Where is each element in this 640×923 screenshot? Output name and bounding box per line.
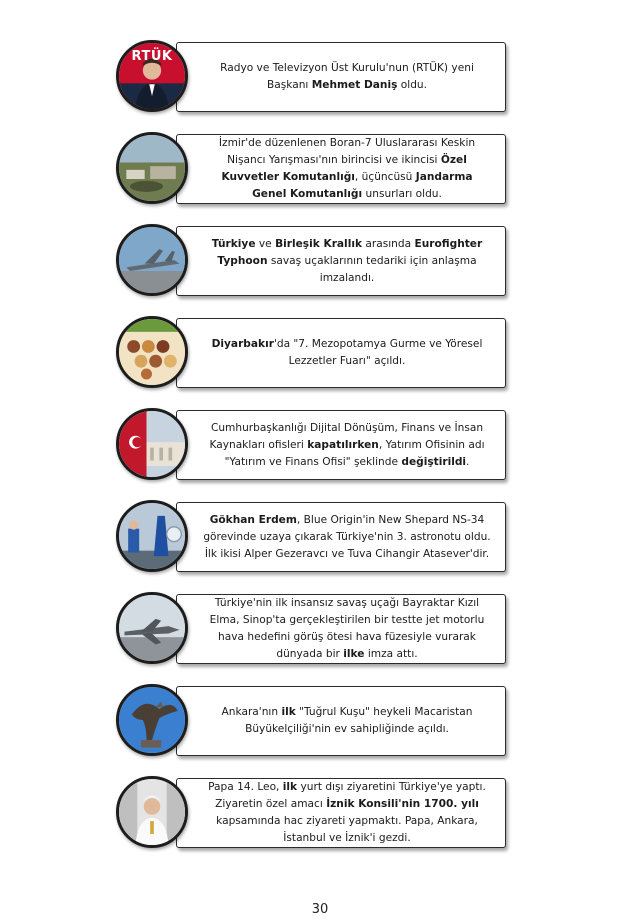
eurofighter-jet-photo: [116, 224, 188, 296]
news-text: [203, 135, 491, 203]
news-text-bold: Diyarbakır: [211, 338, 274, 350]
news-text-segment: unsurları oldu.: [362, 188, 442, 200]
news-text-box: [176, 502, 506, 572]
news-item: [116, 592, 508, 668]
news-text: [203, 512, 491, 563]
news-text-bold: Gökhan Erdem: [209, 513, 297, 526]
news-text-segment: Papa 14. Leo,: [208, 781, 283, 793]
gourmet-fair-photo: [116, 316, 188, 388]
news-text-segment: yurt dışı ziyaretini Türkiye'ye yaptı. Ziyaretin özel amacı: [215, 781, 486, 810]
rtuk-president-photo: [116, 40, 188, 112]
news-text-segment: , Yatırım Ofisinin adı "Yatırım ve Finans Ofisi" şeklinde: [224, 438, 485, 468]
news-text-segment: Cumhurbaşkanlığı Dijital Dönüşüm, Finans ve İnsan Kaynakları ofisleri: [209, 421, 484, 451]
news-text: [203, 779, 491, 847]
news-text-bold: Özel Kuvvetler Komutanlığı: [221, 154, 467, 183]
news-text-bold: Birleşik Krallık: [275, 237, 363, 250]
shooting-competition-photo: [116, 132, 188, 204]
presidency-building-photo: [116, 408, 188, 480]
news-item: [116, 408, 508, 484]
news-text-segment: .: [466, 455, 470, 468]
news-item: [116, 776, 508, 852]
news-text: [203, 60, 491, 94]
news-text-segment: imza attı.: [364, 648, 418, 660]
news-text-bold: ilk: [281, 706, 296, 718]
news-item: [116, 40, 508, 116]
news-text-segment: "Tuğrul Kuşu" heykeli Macaristan Büyükelçiliği'nin ev sahipliğinde açıldı.: [245, 706, 473, 735]
page-number: 30: [311, 902, 329, 917]
news-text-segment: Radyo ve Televizyon Üst Kurulu'nun (RTÜK) yeni Başkanı: [220, 62, 474, 91]
news-text-bold: İznik Konsili'nin 1700. yılı: [326, 798, 479, 810]
news-item: [116, 500, 508, 576]
news-text-segment: kapsamında hac ziyareti yapmaktı. Papa, Ankara, İstanbul ve İznik'i gezdi.: [216, 815, 478, 844]
news-text-box: [176, 318, 506, 388]
news-text: [203, 336, 491, 370]
news-text-bold: ilke: [343, 648, 365, 660]
news-text-segment: oldu.: [397, 79, 428, 91]
astronaut-photo: [116, 500, 188, 572]
news-text: [203, 236, 491, 287]
news-text-bold: Eurofighter Typhoon: [217, 237, 483, 267]
news-text-bold: ilk: [282, 781, 298, 793]
news-item: [116, 132, 508, 208]
news-text-bold: kapatılırken: [307, 438, 379, 451]
news-text-segment: savaş uçaklarının tedariki için anlaşma imzalandı.: [267, 254, 477, 284]
news-text-segment: , Blue Origin'in New Shepard NS-34 görevinde uzaya çıkarak Türkiye'nin 3. astronotu oldu. İlk ikisi Alper Gezeravcı ve Tuva Cihangir Atasever'dir.: [203, 513, 491, 560]
news-text-box: [176, 226, 506, 296]
news-text: [203, 595, 491, 663]
news-text: [203, 704, 491, 738]
news-text-bold: Jandarma Genel Komutanlığı: [252, 171, 473, 200]
kizilelma-uav-photo: [116, 592, 188, 664]
tugrul-bird-statue-photo: [116, 684, 188, 756]
news-text-segment: , üçüncüsü: [354, 171, 416, 183]
news-text-box: [176, 778, 506, 848]
news-text-segment: 'da "7. Mezopotamya Gurme ve Yöresel Lezzetler Fuarı" açıldı.: [273, 338, 483, 367]
news-text-bold: değiştirildi: [401, 455, 467, 468]
news-text-segment: Ankara'nın: [221, 706, 282, 718]
news-text-bold: Mehmet Daniş: [311, 79, 398, 91]
news-text-box: [176, 594, 506, 664]
news-item: [116, 224, 508, 300]
rtuk-logo: RTÜK: [131, 49, 173, 64]
news-text: [203, 420, 491, 471]
news-text-box: [176, 42, 506, 112]
pope-leo-photo: [116, 776, 188, 848]
news-text-segment: arasında: [362, 237, 415, 250]
news-text-box: [176, 134, 506, 204]
news-text-segment: Türkiye'nin ilk insansız savaş uçağı Bayraktar Kızıl Elma, Sinop'ta gerçekleştirilen bir testte jet motorlu hava hedefini görüş ötesi hava füzesiyle vurarak dünyada bir: [209, 597, 485, 660]
news-text-segment: ve: [255, 237, 276, 250]
news-text-box: [176, 410, 506, 480]
news-item: [116, 316, 508, 392]
news-text-segment: İzmir'de düzenlenen Boran-7 Uluslararası Keskin Nişancı Yarışması'nın birincisi ve ikincisi: [218, 137, 476, 166]
news-text-box: [176, 686, 506, 756]
news-item: [116, 684, 508, 760]
news-text-bold: Türkiye: [211, 237, 256, 250]
